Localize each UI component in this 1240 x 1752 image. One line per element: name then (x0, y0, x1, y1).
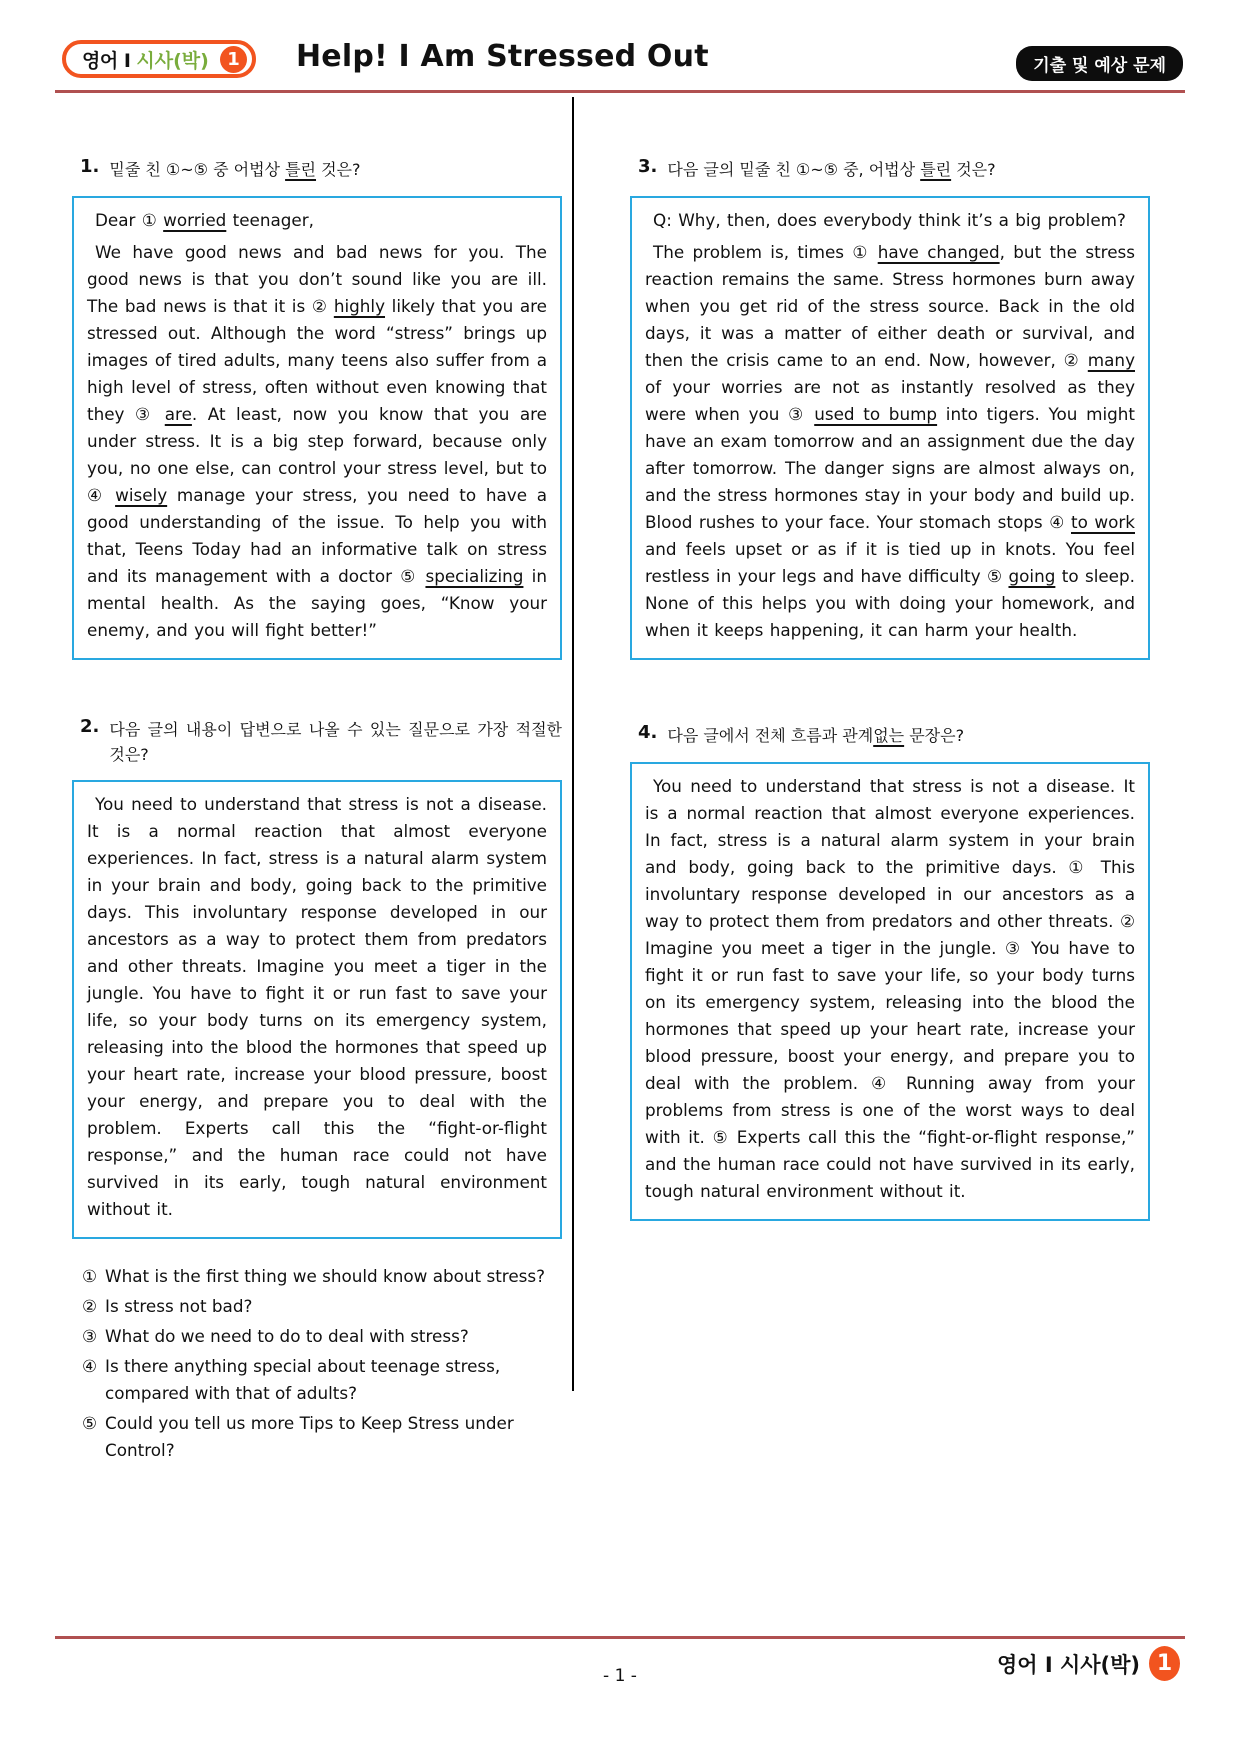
page-title: Help! I Am Stressed Out (296, 39, 709, 74)
passage-box (72, 196, 562, 660)
question-4-header (638, 722, 1150, 749)
option-number: ⑤ (82, 1413, 98, 1434)
passage-box (630, 196, 1150, 660)
header-rule (55, 90, 1185, 93)
right-column (630, 140, 1150, 1221)
logo-label-black: 영어 I (82, 49, 131, 72)
logo-label-green: 시사(박) (136, 49, 209, 72)
footer-brand-badge: 1 (1149, 1646, 1180, 1681)
question-2-header (80, 716, 562, 768)
question-4 (630, 722, 1150, 1221)
question-prompt: 밑줄 친 ①~⑤ 중 어법상 틀린 것은? (109, 160, 361, 179)
option-text: Could you tell us more Tips to Keep Stress under Control? (105, 1413, 514, 1461)
passage-paragraph: You need to understand that stress is not a disease. It is a normal reaction that almost everyone experiences. In fact, stress is a natural alarm system in your brain and body, going back to the primitive days. This involuntary response developed in our ancestors as a way to protect them from predators and other threats. Imagine you meet a tiger in the jungle. You have to fight it or run fast to save your life, so your body turns on its emergency system, releasing into the blood the hormones that speed up your heart rate, increase your blood pressure, boost your energy, and prepare you to deal with the problem. Experts call this the “fight-or-flight response,” and the human race could not have survived in its early, tough natural environment without it. (87, 794, 547, 1220)
footer-rule (55, 1636, 1185, 1639)
page-header (58, 38, 1185, 90)
brand-logo (62, 40, 256, 78)
passage-paragraph: Dear ① worried teenager, (95, 209, 314, 230)
question-3 (630, 156, 1150, 660)
question-1-header (80, 156, 562, 183)
question-prompt: 다음 글에서 전체 흐름과 관계없는 문장은? (667, 725, 965, 745)
exam-type-badge: 기출 및 예상 문제 (1016, 46, 1183, 81)
option-item (82, 1293, 562, 1320)
option-item (82, 1263, 562, 1290)
passage-paragraph: You need to understand that stress is not a disease. It is a normal reaction that almost everyone experiences. In fact, stress is a natural alarm system in your brain and body, going back to the primitive days. ① This involuntary response developed in our ancestors as a way to protect them from predators and other threats. ② Imagine you meet a tiger in the jungle. ③ You have to fight it or run fast to save your life, so your body turns on its emergency system, releasing into the blood the hormones that speed up your heart rate, increase your blood pressure, boost your energy, and prepare you to deal with the problem. ④ Running away from your problems from stress is one of the worst ways to deal with it. ⑤ Experts call this the “fight-or-flight response,” and the human race could not have survived in its early, tough natural environment without it. (645, 775, 1135, 1201)
option-item (82, 1353, 562, 1407)
question-number: 4. (638, 721, 658, 743)
answer-options (82, 1263, 562, 1464)
option-item (82, 1323, 562, 1350)
option-text: Is there anything special about teenage stress, compared with that of adults? (105, 1356, 501, 1404)
footer-brand-text: 영어 I 시사(박) (996, 1652, 1140, 1677)
question-1 (72, 156, 562, 660)
footer-brand (997, 1646, 1180, 1681)
question-2 (72, 716, 562, 1465)
logo-number-badge: 1 (220, 46, 247, 73)
question-prompt: 다음 글의 밑줄 친 ①~⑤ 중, 어법상 틀린 것은? (667, 160, 996, 179)
option-text: Is stress not bad? (105, 1296, 253, 1317)
left-column (72, 140, 562, 1464)
question-number: 1. (80, 156, 100, 177)
option-text: What do we need to do to deal with stress? (105, 1326, 469, 1347)
option-number: ② (82, 1296, 98, 1317)
question-number: 2. (80, 715, 100, 737)
question-number: 3. (638, 156, 658, 177)
option-number: ① (82, 1266, 98, 1287)
passage-box (72, 780, 562, 1239)
option-number: ④ (82, 1356, 98, 1377)
passage-paragraph: The problem is, times ① have changed, but the stress reaction remains the same. Stress hormones burn away when you get rid of the stress source. Back in the old days, it was a matter of either death or survival, and then the crisis came to an end. Now, however, ② many of your worries are not as instantly resolved as they were when you ③ used to bump into tigers. You might have an exam tomorrow and an assignment due the day after tomorrow. The danger signs are almost always on, and the stress hormones stay in your body and build up. Blood rushes to your face. Your stomach stops ④ to work and feels upset or as if it is tied up in knots. You feel restless in your legs and have difficulty ⑤ going to sleep. None of this helps you with doing your homework, and when it keeps happening, it can harm your health. (645, 241, 1136, 640)
passage-box (630, 762, 1150, 1221)
option-item (82, 1410, 562, 1464)
option-number: ③ (82, 1326, 98, 1347)
page-number: - 1 - (603, 1666, 637, 1686)
option-text: What is the first thing we should know about stress? (105, 1266, 546, 1287)
passage-paragraph: Q: Why, then, does everybody think it’s a big problem? (653, 209, 1126, 230)
question-prompt: 다음 글의 내용이 답변으로 나올 수 있는 질문으로 가장 적절한 것은? (109, 719, 562, 764)
column-divider (572, 97, 574, 1391)
passage-paragraph: We have good news and bad news for you. The good news is that you don’t sound like you are ill. The bad news is that it is ② highly likely that you are stressed out. Although the word “stress” brings up images of tired adults, many teens also suffer from a high level of stress, often without even knowing that they ③ are. At least, now you know that you are under stress. It is a big step forward, because only you, no one else, can control your stress level, but to ④ wisely manage your stress, you need to have a good understanding of the issue. To help you with that, Teens Today had an informative talk on stress and its management with a doctor ⑤ specializing in mental health. As the saying goes, “Know your enemy, and you will fight better!” (87, 241, 547, 640)
question-3-header (638, 156, 1150, 183)
